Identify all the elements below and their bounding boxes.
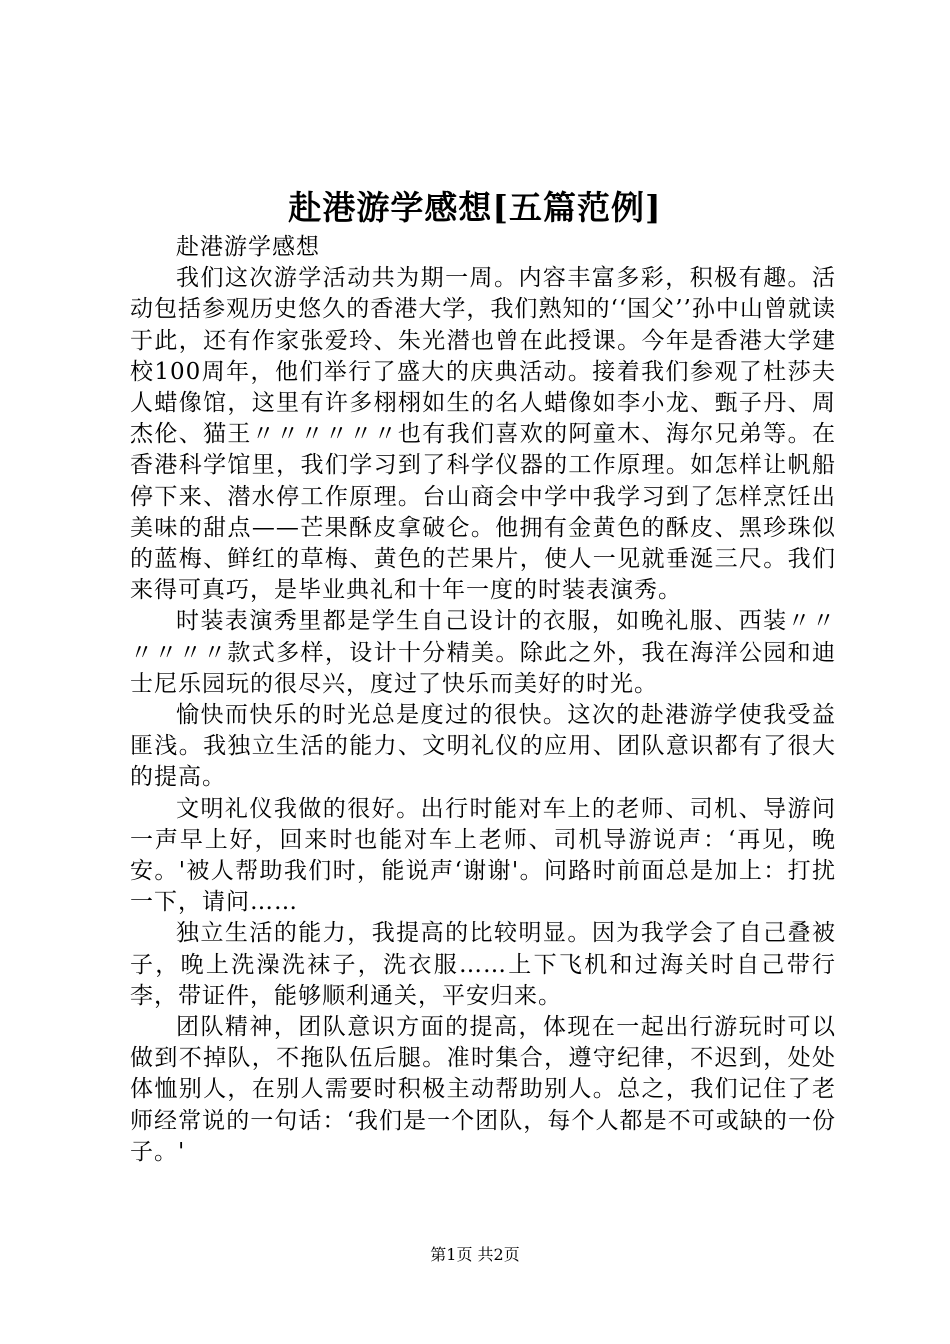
paragraph: 愉快而快乐的时光总是度过的很快。这次的赴港游学使我受益匪浅。我独立生活的能力、文明礼仪的应用、团队意识都有了很大的提高。: [130, 702, 836, 791]
paragraph: 文明礼仪我做的很好。出行时能对车上的老师、司机、导游问一声早上好，回来时也能对车上老师、司机导游说声：‘再见，晚安。'被人帮助我们时，能说声‘谢谢'。问路时前面总是加上：打扰一下，请问……: [130, 795, 836, 916]
paragraph: 时装表演秀里都是学生自己设计的衣服，如晚礼服、西装〃〃〃〃〃〃款式多样，设计十分精美。除此之外，我在海洋公园和迪士尼乐园玩的很尽兴，度过了快乐而美好的时光。: [130, 608, 836, 697]
document-body: [130, 232, 836, 1168]
paragraph: 团队精神，团队意识方面的提高，体现在一起出行游玩时可以做到不掉队，不拖队伍后腿。准时集合，遵守纪律，不迟到，处处体恤别人，在别人需要时积极主动帮助别人。总之，我们记住了老师经常说的一句话：‘我们是一个团队，每个人都是不可或缺的一份子。': [130, 1014, 836, 1165]
paragraph: 我们这次游学活动共为期一周。内容丰富多彩，积极有趣。活动包括参观历史悠久的香港大学，我们熟知的‘‘国父’’孙中山曾就读于此，还有作家张爱玲、朱光潜也曾在此授课。今年是香港大学建校100周年，他们举行了盛大的庆典活动。接着我们参观了杜莎夫人蜡像馆，这里有许多栩栩如生的名人蜡像如李小龙、甄子丹、周杰伦、猫王〃〃〃〃〃〃也有我们喜欢的阿童木、海尔兄弟等。在香港科学馆里，我们学习到了科学仪器的工作原理。如怎样让帆船停下来、潜水停工作原理。台山商会中学中我学习到了怎样烹饪出美味的甜点——芒果酥皮拿破仑。他拥有金黄色的酥皮、黑珍珠似的蓝梅、鲜红的草梅、黄色的芒果片，使人一见就垂涎三尺。我们来得可真巧，是毕业典礼和十年一度的时装表演秀。: [130, 265, 836, 604]
page-footer: 第1页 共2页: [430, 1245, 520, 1264]
paragraph: 独立生活的能力，我提高的比较明显。因为我学会了自己叠被子，晚上洗澡洗袜子，洗衣服……上下飞机和过海关时自己带行李，带证件，能够顺利通关，平安归来。: [130, 920, 836, 1009]
section-heading: 赴港游学感想: [176, 234, 320, 260]
document-title: 赴港游学感想[五篇范例]: [288, 188, 662, 227]
